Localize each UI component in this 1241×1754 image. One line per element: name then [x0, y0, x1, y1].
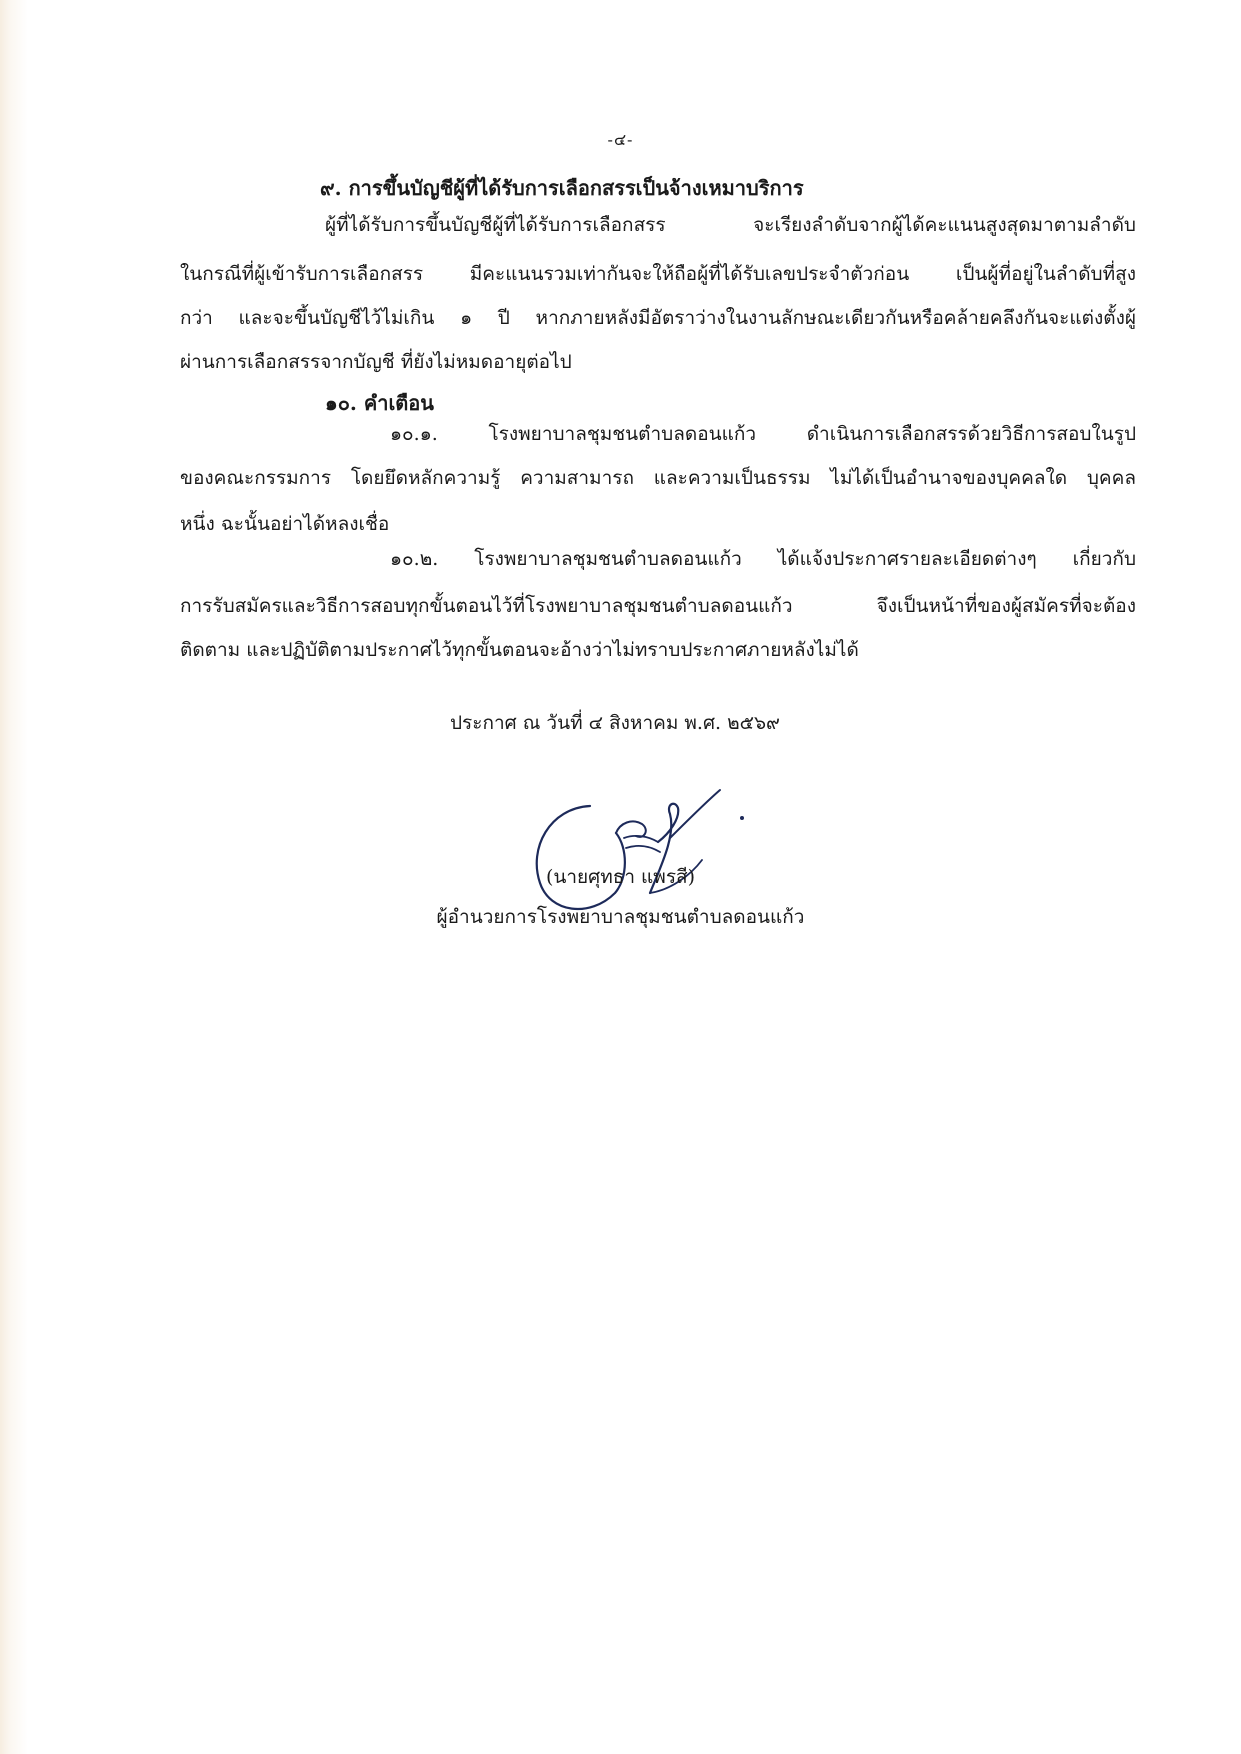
section-9-line-2: ในกรณีที่ผู้เข้ารับการเลือกสรร มีคะแนนรวมเท่ากันจะให้ถือผู้ที่ได้รับเลขประจำตัวก่อน เป็นผู้ที่อยู่ในลำดับที่สูง: [180, 263, 1136, 285]
section-10-heading: ๑๐. คำเตือน: [325, 391, 434, 415]
section-9-heading: ๙. การขึ้นบัญชีผู้ที่ได้รับการเลือกสรรเป็นจ้างเหมาบริการ: [320, 176, 804, 200]
section-10-2-line-1: ๑๐.๒. โรงพยาบาลชุมชนตำบลดอนแก้ว ได้แจ้งประกาศรายละเอียดต่างๆ เกี่ยวกับ: [390, 548, 1136, 570]
section-10-1-line-3: หนึ่ง ฉะนั้นอย่าได้หลงเชื่อ: [180, 513, 390, 535]
section-10-1-line-1: ๑๐.๑. โรงพยาบาลชุมชนตำบลดอนแก้ว ดำเนินการเลือกสรรด้วยวิธีการสอบในรูป: [390, 423, 1136, 445]
section-9-line-3: กว่า และจะขึ้นบัญชีไว้ไม่เกิน ๑ ปี หากภายหลังมีอัตราว่างในงานลักษณะเดียวกันหรือคล้ายคลึงกันจะแต่งตั้งผู้: [180, 307, 1136, 329]
page-number: -๔-: [607, 130, 634, 149]
announcement-date: ประกาศ ณ วันที่ ๔ สิงหาคม พ.ศ. ๒๕๖๙: [450, 712, 780, 734]
section-10-2-line-3: ติดตาม และปฏิบัติตามประกาศไว้ทุกขั้นตอนจะอ้างว่าไม่ทราบประกาศภายหลังไม่ได้: [180, 639, 859, 661]
signatory-name: (นายศุทธา แพรสี): [545, 866, 696, 888]
section-9-line-1: ผู้ที่ได้รับการขึ้นบัญชีผู้ที่ได้รับการเลือกสรร จะเรียงลำดับจากผู้ได้คะแนนสูงสุดมาตามลำดับ: [325, 214, 1136, 236]
section-10-1-line-2: ของคณะกรรมการ โดยยึดหลักความรู้ ความสามารถ และความเป็นธรรม ไม่ได้เป็นอำนาจของบุคคลใด บุคคล: [180, 467, 1136, 489]
section-10-2-line-2: การรับสมัครและวิธีการสอบทุกขั้นตอนไว้ที่โรงพยาบาลชุมชนตำบลดอนแก้ว จึงเป็นหน้าที่ของผู้สมัครที่จะต้อง: [180, 595, 1136, 617]
section-9-line-4: ผ่านการเลือกสรรจากบัญชี ที่ยังไม่หมดอายุต่อไป: [180, 351, 572, 373]
signatory-position: ผู้อำนวยการโรงพยาบาลชุมชนตำบลดอนแก้ว: [436, 906, 805, 928]
